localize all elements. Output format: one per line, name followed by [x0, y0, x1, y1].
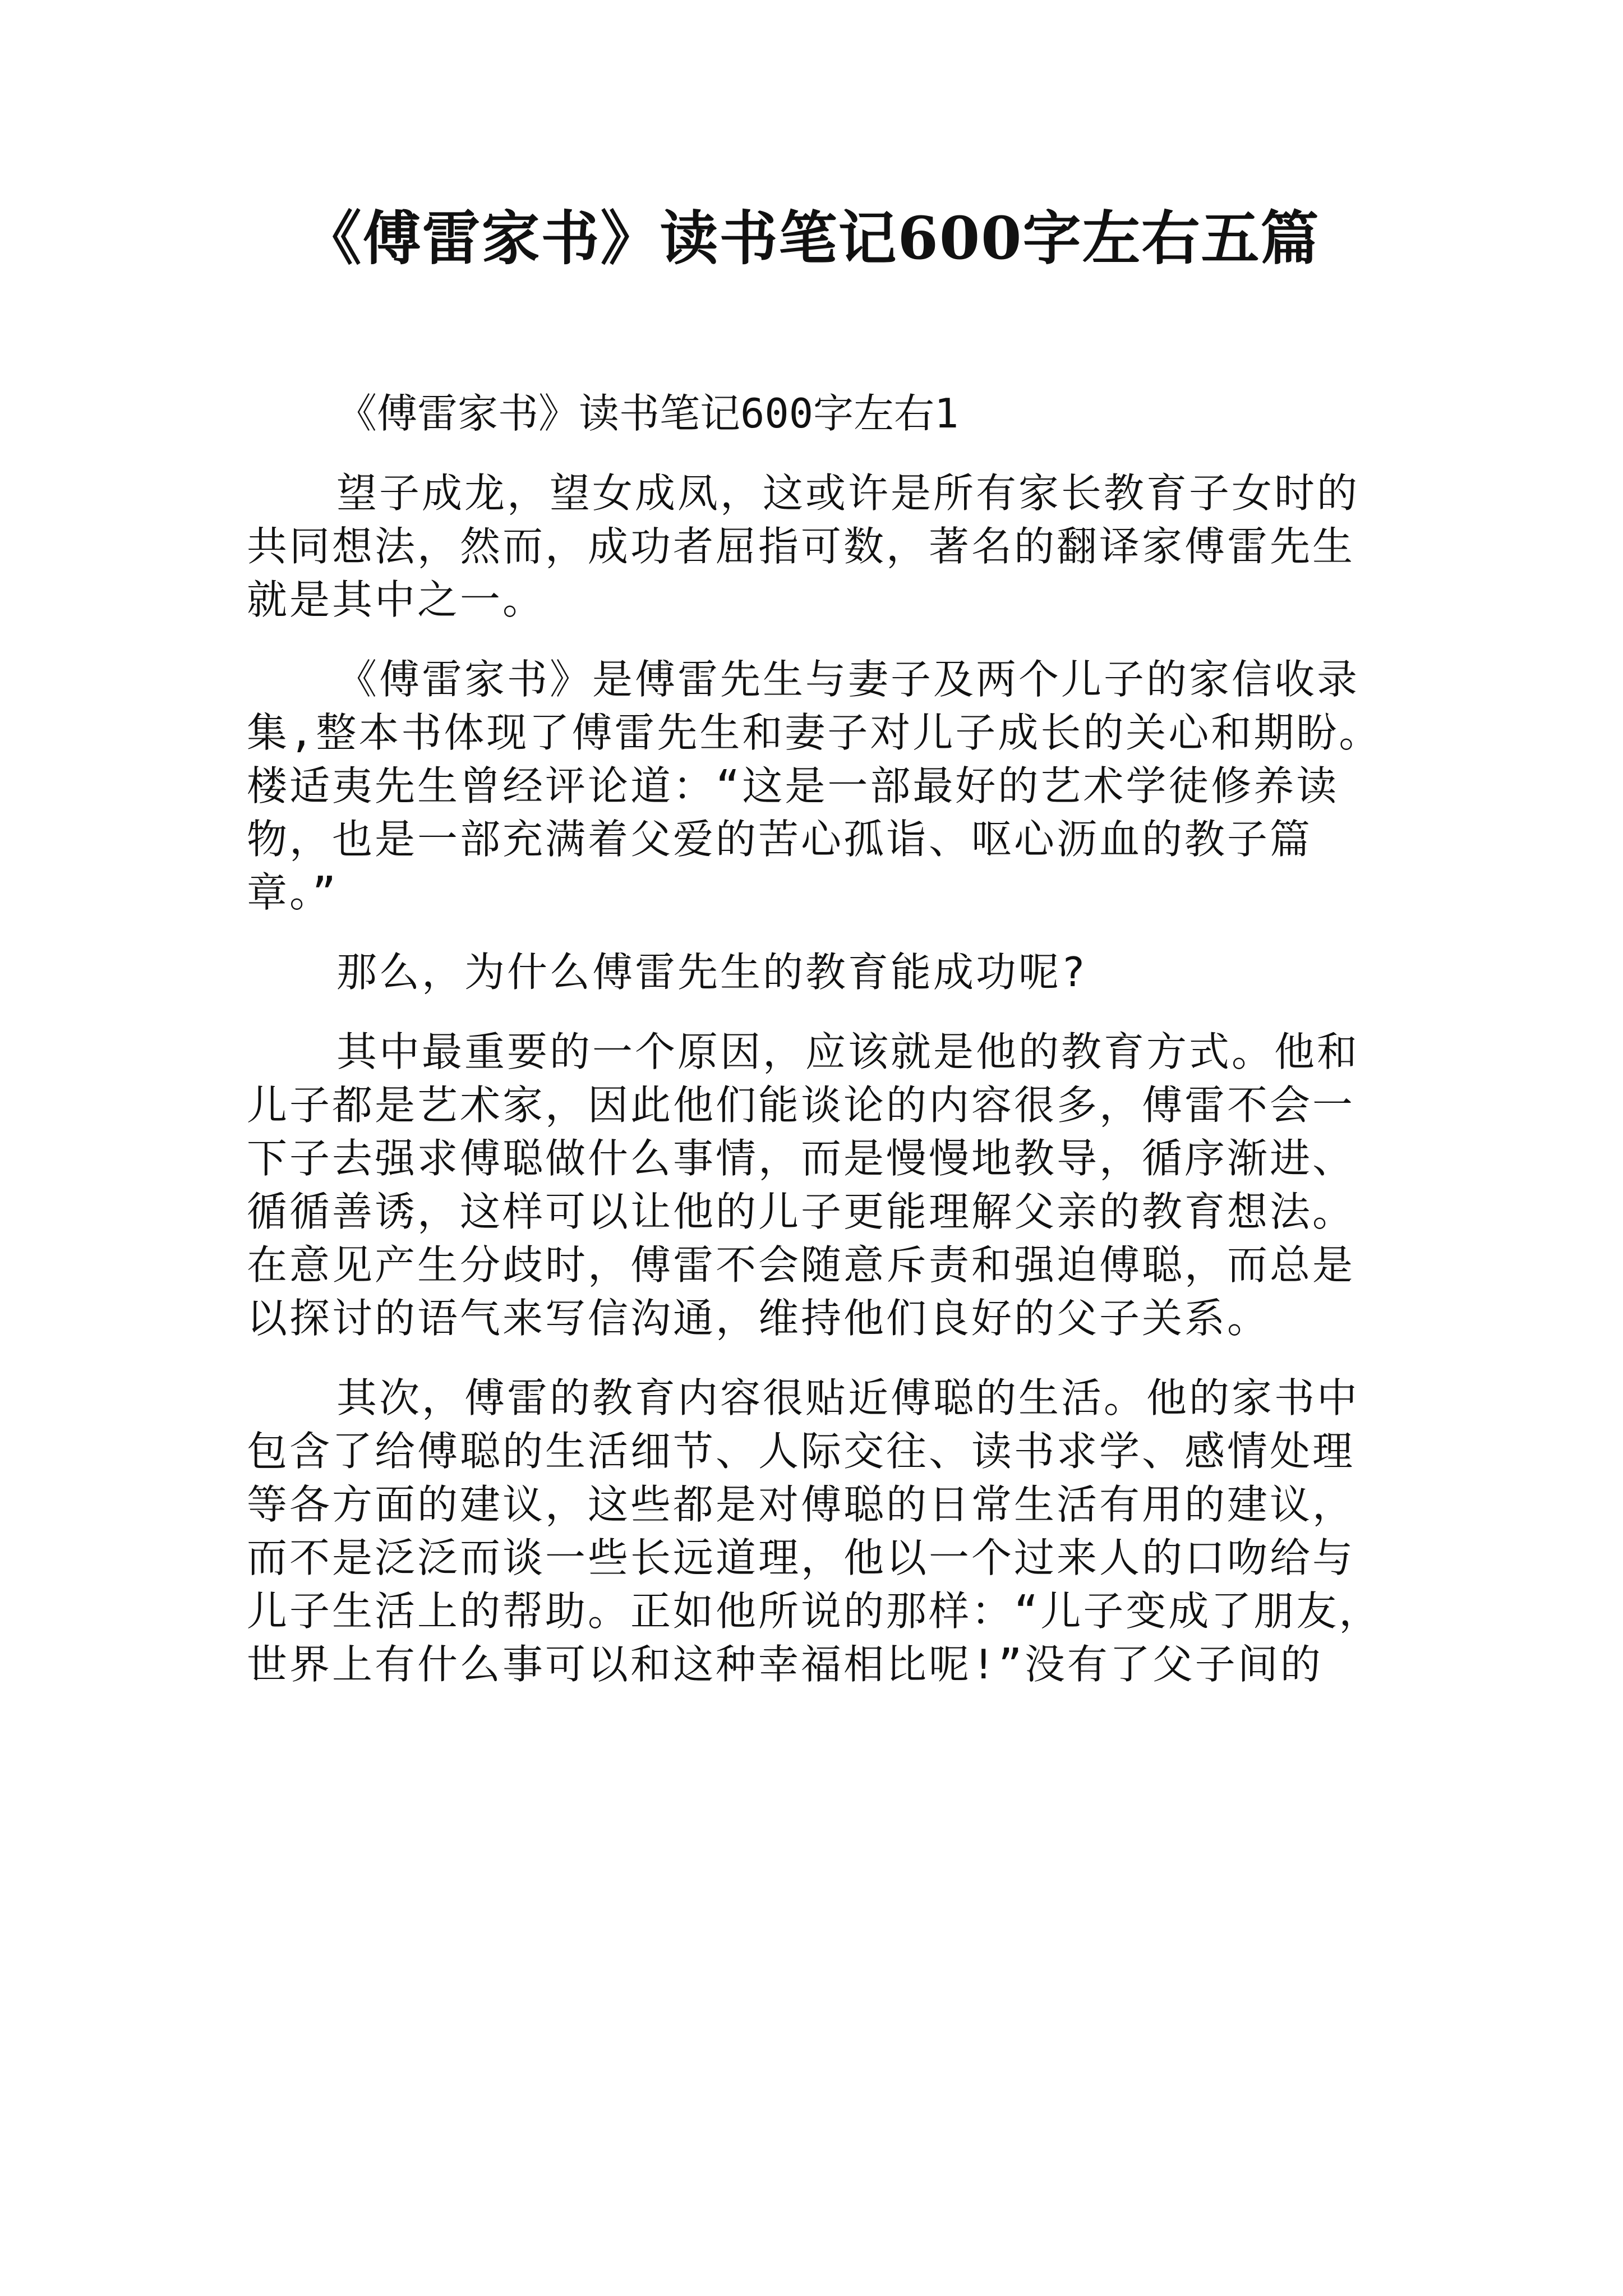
document-body: [247, 387, 1385, 1718]
section-heading: 《傅雷家书》读书笔记600字左右1: [336, 390, 959, 437]
paragraph: 望子成龙，望女成凤，这或许是所有家长教育子女时的 共同想法，然而，成功者屈指可数，著名的翻译家傅雷先生 就是其中之一。: [247, 470, 1360, 623]
document-title: 《傅雷家书》读书笔记600字左右五篇: [303, 204, 1320, 273]
paragraph: 其次，傅雷的教育内容很贴近傅聪的生活。他的家书中 包含了给傅聪的生活细节、人际交往、读书求学、感情处理 等各方面的建议，这些都是对傅聪的日常生活有用的建议， 而不是泛泛而谈一些长远道理，他以一个过来人的口吻给与 儿子生活上的帮助。正如他所说的那样：“儿子变成了朋友， 世界上有什么事可以和这种幸福相比呢!”没有了父子间的: [247, 1374, 1382, 1688]
paragraph: 《傅雷家书》是傅雷先生与妻子及两个儿子的家信收录 集,整本书体现了傅雷先生和妻子对儿子成长的关心和期盼。 楼适夷先生曾经评论道：“这是一部最好的艺术学徒修养读 物，也是一部充满着父爱的苦心孤诣、呕心沥血的教子篇 章。”: [247, 656, 1382, 916]
paragraph: 其中最重要的一个原因，应该就是他的教育方式。他和 儿子都是艺术家，因此他们能谈论的内容很多，傅雷不会一 下子去强求傅聪做什么事情，而是慢慢地教导，循序渐进、 循循善诱，这样可以让他的儿子更能理解父亲的教育想法。 在意见产生分歧时，傅雷不会随意斥责和强迫傅聪，而总是 以探讨的语气来写信沟通，维持他们良好的父子关系。: [247, 1028, 1360, 1342]
paragraph: 那么，为什么傅雷先生的教育能成功呢?: [336, 949, 1088, 996]
